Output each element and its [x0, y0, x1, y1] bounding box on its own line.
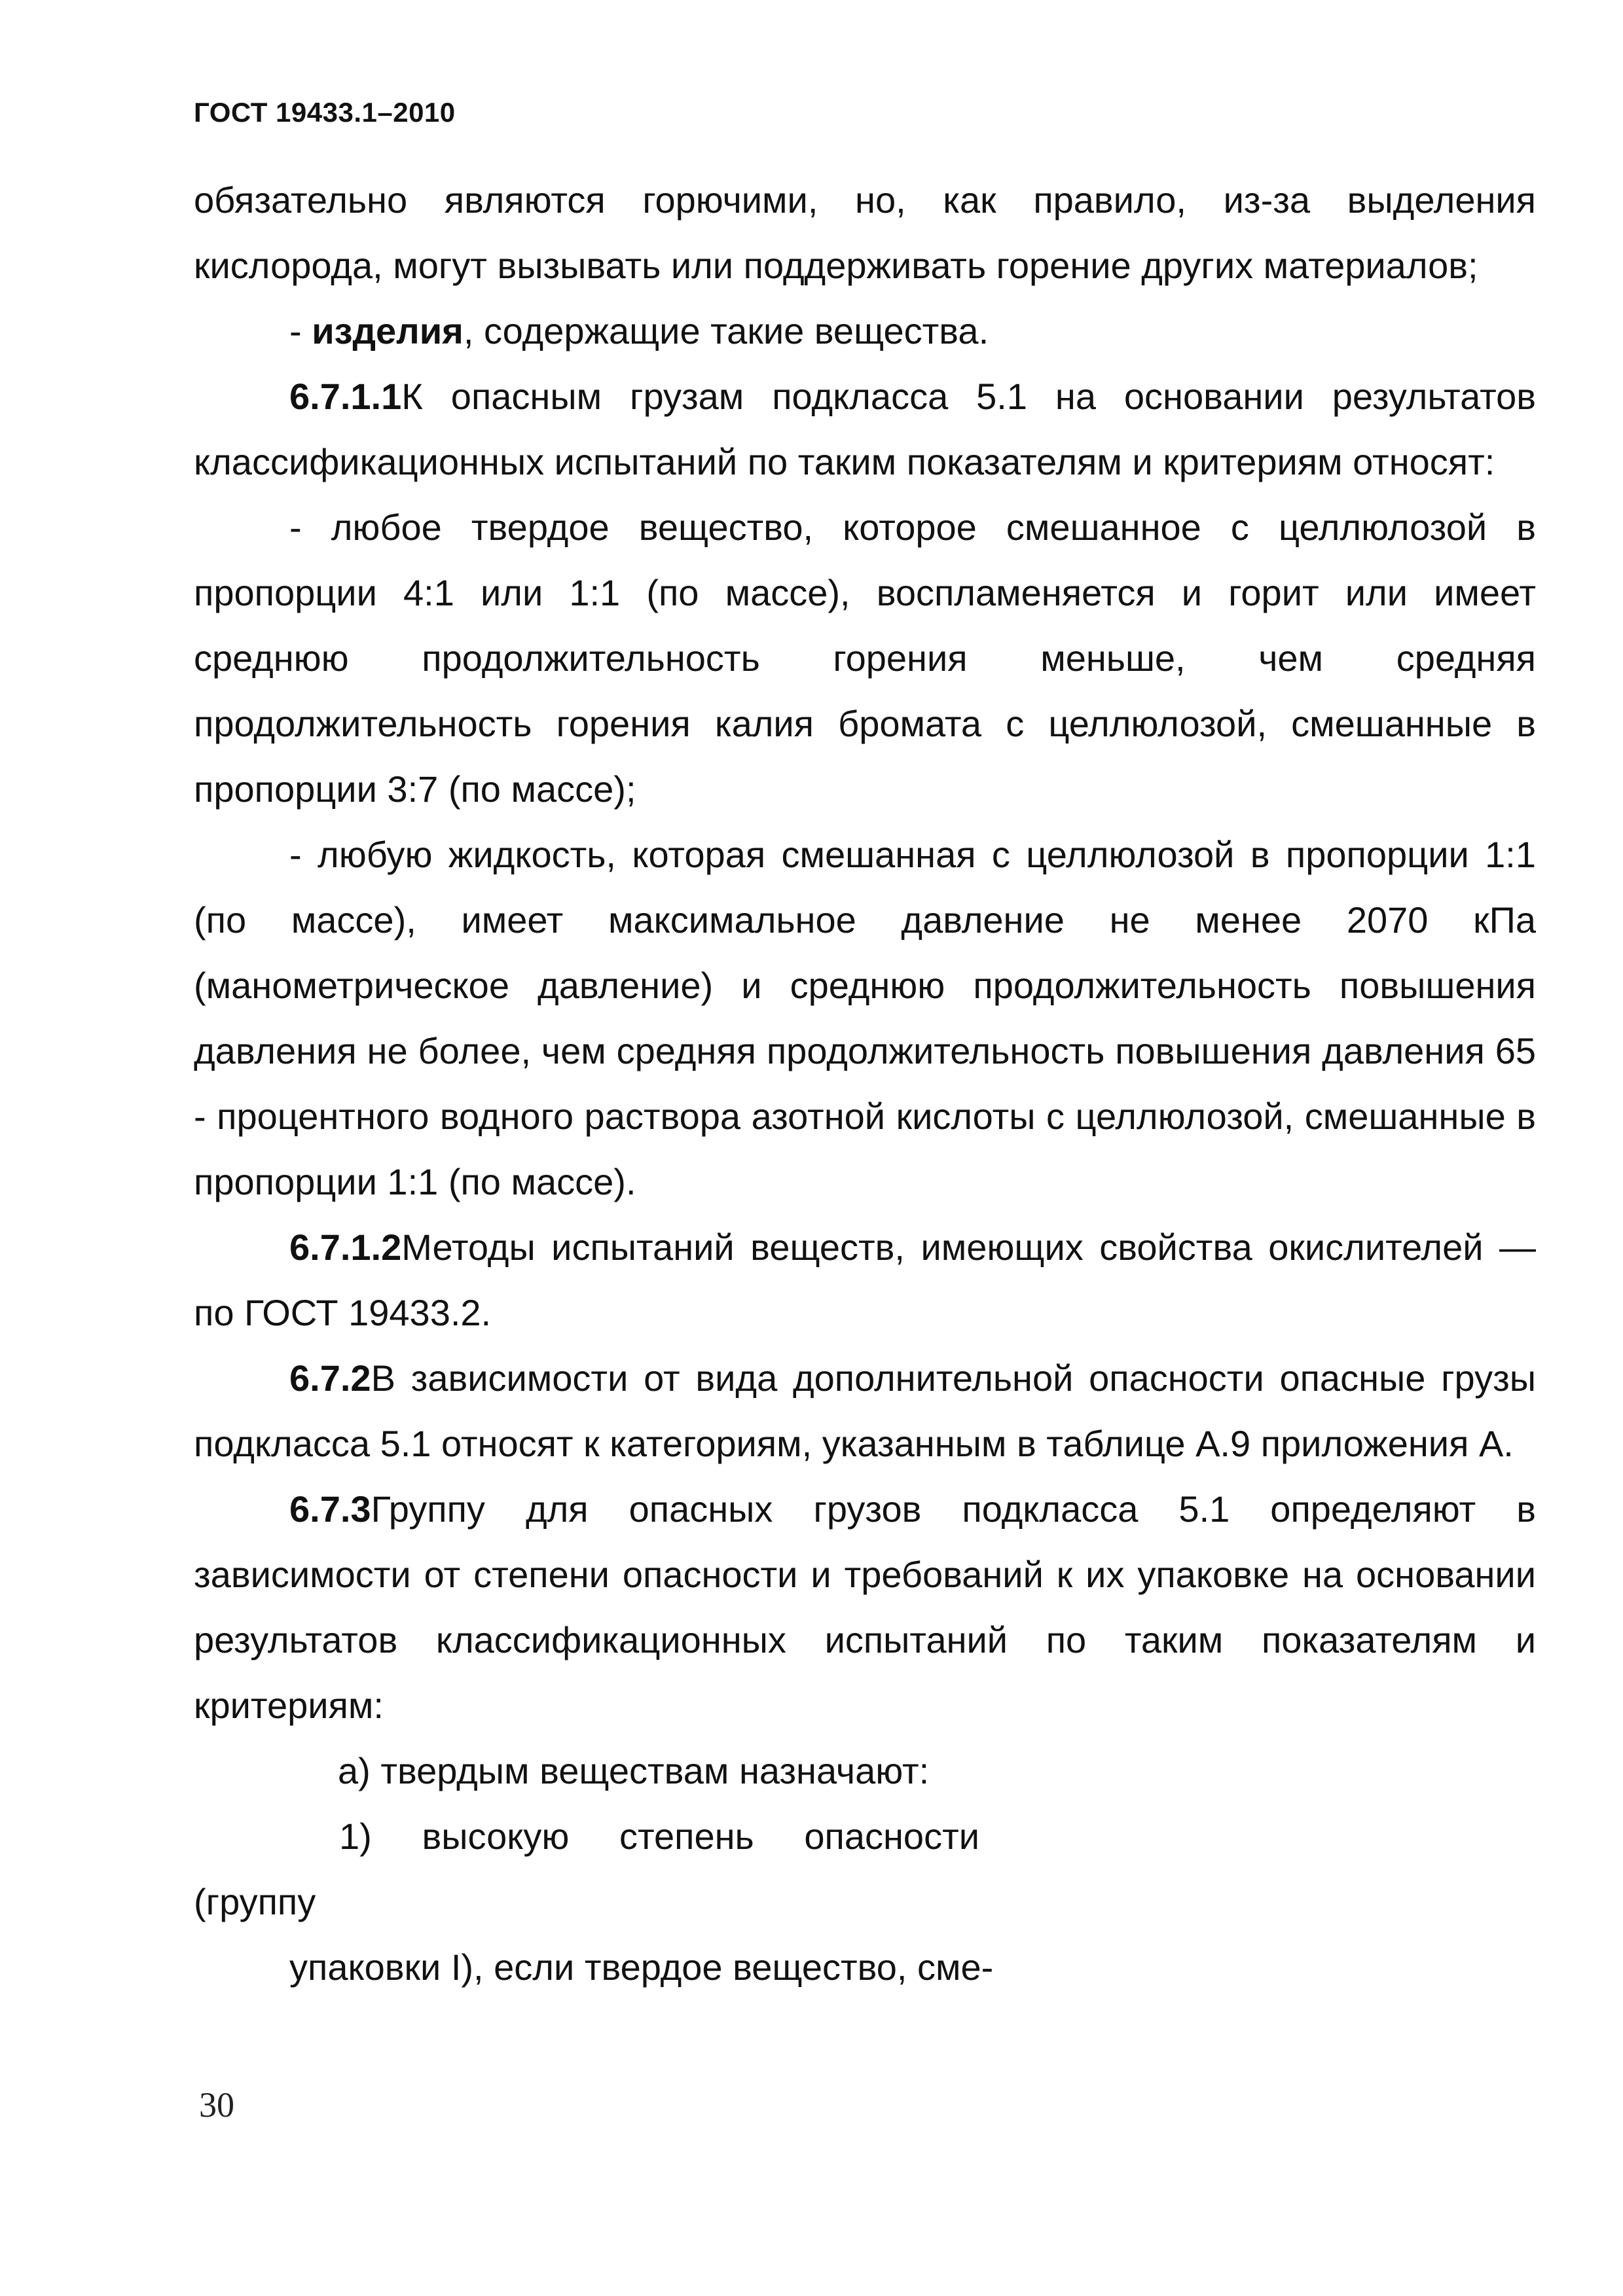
clause-6-7-2: [194, 1346, 1536, 1477]
clause-6-7-1-1: [194, 364, 1536, 495]
list-item-a: а) твердым веществам назначают:: [338, 1750, 930, 1791]
clause-number: 6.7.2: [289, 1357, 371, 1399]
clause-number: 6.7.1.2: [289, 1227, 402, 1268]
clause-text: К опасным грузам подкласса 5.1 на основании результатов классификационных испытаний по таким показателям и критериям относят:: [194, 376, 1536, 482]
list-item-1-line1: 1) высокую степень опасности (группу: [194, 1816, 979, 1922]
clause-text: Методы испытаний веществ, имеющих свойства окислителей — по ГОСТ 19433.2.: [194, 1227, 1536, 1333]
term-articles: изделия: [312, 310, 464, 351]
list-item-solid-substance: - любое твердое вещество, которое смешанное с целлюлозой в пропорции 4:1 или 1:1 (по массе), воспламеняется и горит или имеет среднюю продолжительность горения меньше, чем средняя продолжительность горения калия бромата с целлюлозой, смешанные в пропорции 3:7 (по массе);: [194, 507, 1536, 810]
paragraph-articles-text: , содержащие такие вещества.: [463, 310, 989, 351]
clause-6-7-1-2: [194, 1215, 1536, 1346]
list-dash: -: [289, 310, 312, 351]
list-item-liquid: - любую жидкость, которая смешанная с целлюлозой в пропорции 1:1 (по массе), имеет максимальное давление не менее 2070 кПа (манометрическое давление) и среднюю продолжительность повышения давления не более, чем средняя продолжительность повышения давления 65 - процентного водного раствора азотной кислоты с целлюлозой, смешанные в пропорции 1:1 (по массе).: [194, 834, 1536, 1202]
list-item-1-line2: упаковки I), если твердое вещество, сме-: [289, 1946, 994, 1988]
clause-number: 6.7.3: [289, 1488, 371, 1530]
clause-6-7-3: [194, 1477, 1536, 1738]
paragraph-continuation: обязательно являются горючими, но, как правило, из-за выделения кислорода, могут вызывать или поддерживать горение других материалов;: [194, 179, 1536, 286]
document-code-header: ГОСТ 19433.1–2010: [194, 97, 456, 128]
document-body: [194, 168, 1536, 2000]
clause-number: 6.7.1.1: [289, 376, 402, 417]
paragraph-articles: [194, 298, 1536, 364]
clause-text: Группу для опасных грузов подкласса 5.1 определяют в зависимости от степени опасности и требований к их упаковке на основании результатов классификационных испытаний по таким показателям и критериям:: [194, 1488, 1536, 1726]
clause-text: В зависимости от вида дополнительной опасности опасные грузы подкласса 5.1 относят к категориям, указанным в таблице А.9 приложения А.: [194, 1357, 1536, 1464]
page-number: 30: [199, 2085, 234, 2125]
